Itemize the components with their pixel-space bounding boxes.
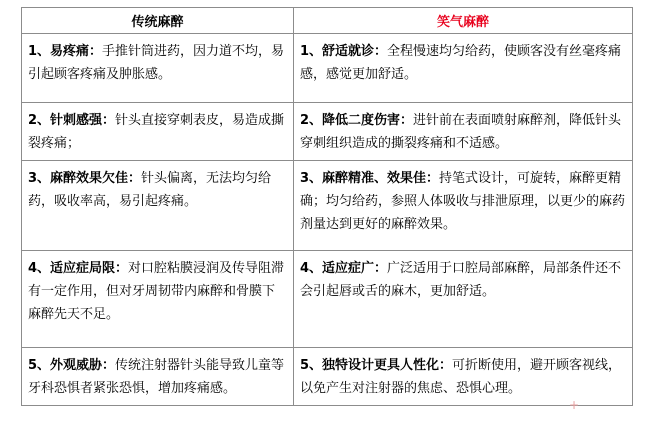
traditional-cell <box>22 34 294 103</box>
point-title: 3、麻醉精准、效果佳： <box>300 171 440 186</box>
point-text: 对口腔粘膜浸润及传导阻滞有一定作用，但对牙周韧带内麻醉和骨膜下麻醉先天不足。 <box>28 261 285 322</box>
laughing-gas-cell <box>294 34 633 103</box>
point-title: 5、外观威胁： <box>28 358 116 373</box>
point-title: 3、麻醉效果欠佳： <box>28 171 142 186</box>
table-row <box>22 34 633 103</box>
table-row <box>22 348 633 406</box>
watermark-mark: + <box>569 398 580 412</box>
point-title: 1、舒适就诊： <box>300 44 388 59</box>
point-title: 2、降低二度伤害： <box>300 113 414 128</box>
header-row <box>22 8 633 34</box>
point-title: 4、适应症局限： <box>28 261 129 276</box>
traditional-cell <box>22 161 294 251</box>
point-title: 2、针刺感强： <box>28 113 116 128</box>
point-text: 进针前在表面喷射麻醉剂，降低针头穿刺组织造成的撕裂疼痛和不适感。 <box>300 113 622 151</box>
laughing-gas-cell <box>294 161 633 251</box>
point-text: 手推针筒进药，因力道不均，易引起顾客疼痛及肿胀感。 <box>28 44 285 82</box>
point-title: 5、独特设计更具人性化： <box>300 358 453 373</box>
laughing-gas-cell <box>294 348 633 406</box>
point-text: 针头直接穿刺表皮，易造成撕裂疼痛； <box>28 113 285 151</box>
point-text: 可折断使用，避开顾客视线，以免产生对注射器的焦虑、恐惧心理。 <box>300 358 622 396</box>
table-row <box>22 161 633 251</box>
laughing-gas-cell <box>294 103 633 161</box>
table-row <box>22 103 633 161</box>
point-text: 传统注射器针头能导致儿童等牙科恐惧者紧张恐惧，增加疼痛感。 <box>28 358 285 396</box>
traditional-cell <box>22 251 294 348</box>
comparison-table <box>21 7 633 406</box>
header-traditional-anesthesia: 传统麻醉 <box>22 8 294 34</box>
traditional-cell <box>22 348 294 406</box>
header-laughing-gas-anesthesia: 笑气麻醉 <box>294 8 633 34</box>
point-text: 广泛适用于口腔局部麻醉，局部条件还不会引起唇或舌的麻木，更加舒适。 <box>300 261 622 299</box>
laughing-gas-cell <box>294 251 633 348</box>
point-text: 持笔式设计，可旋转，麻醉更精确；均匀给药，参照人体吸收与排泄原理，以更少的麻药剂量达到更好的麻醉效果。 <box>300 171 626 232</box>
point-title: 1、易疼痛： <box>28 44 103 59</box>
point-title: 4、适应症广： <box>300 261 388 276</box>
traditional-cell <box>22 103 294 161</box>
table-row <box>22 251 633 348</box>
point-text: 全程慢速均匀给药，使顾客没有丝毫疼痛感，感觉更加舒适。 <box>300 44 622 82</box>
point-text: 针头偏离，无法均匀给药，吸收率高，易引起疼痛。 <box>28 171 272 209</box>
